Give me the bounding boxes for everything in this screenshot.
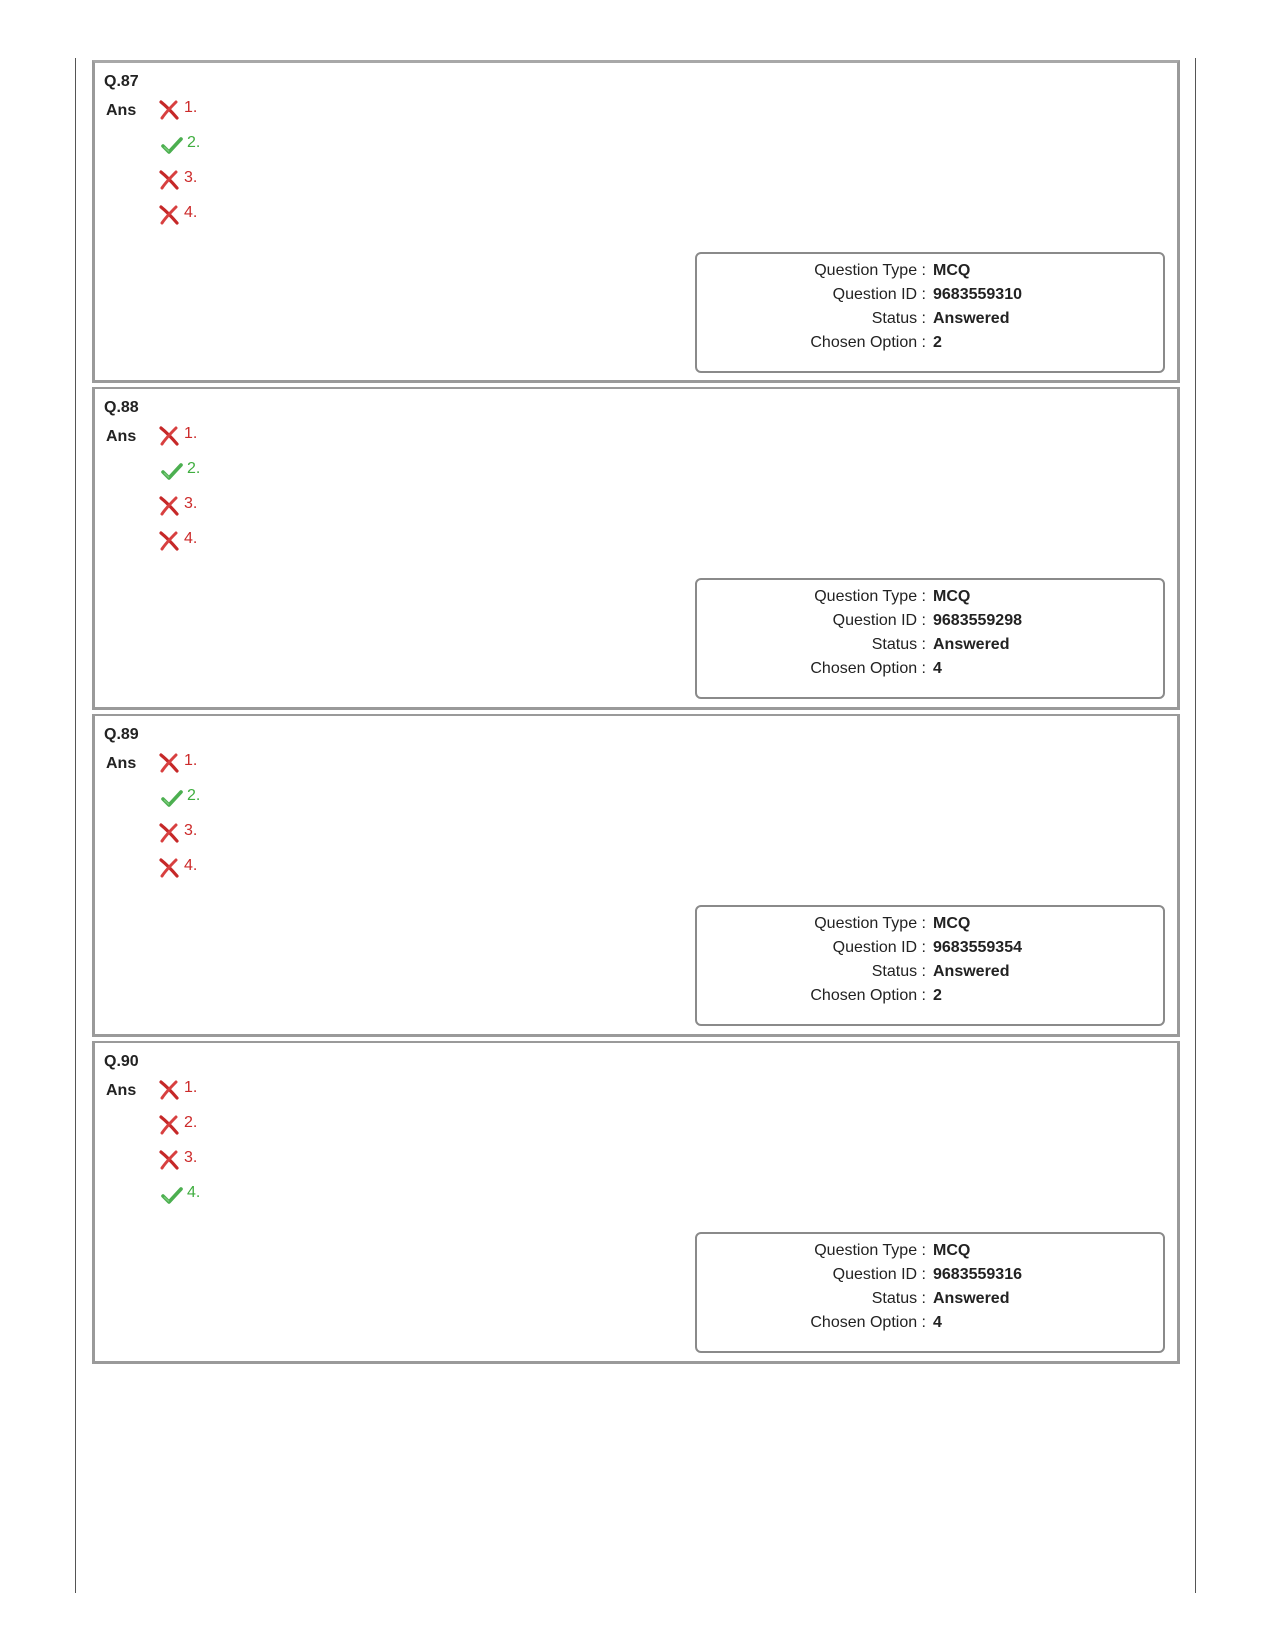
option-item bbox=[158, 169, 200, 204]
option-label: 4. bbox=[184, 530, 198, 547]
option-item bbox=[158, 1114, 200, 1149]
question-type-value: MCQ bbox=[933, 262, 971, 279]
question-type-row bbox=[697, 588, 1163, 613]
question-id-label: Question ID : bbox=[832, 286, 926, 303]
cross-icon bbox=[158, 495, 180, 517]
cross-icon bbox=[158, 1079, 180, 1101]
check-icon bbox=[161, 787, 183, 809]
option-item bbox=[158, 204, 200, 239]
cross-icon bbox=[158, 530, 180, 552]
status-row bbox=[697, 636, 1163, 661]
chosen-option-label: Chosen Option : bbox=[810, 987, 926, 1004]
question-number: Q.90 bbox=[104, 1053, 139, 1070]
option-label: 1. bbox=[184, 99, 198, 116]
cross-icon bbox=[158, 425, 180, 447]
check-icon bbox=[161, 134, 183, 156]
question-panel-1 bbox=[92, 60, 1180, 383]
question-type-label: Question Type : bbox=[814, 1242, 926, 1259]
question-id-label: Question ID : bbox=[832, 939, 926, 956]
cross-icon bbox=[158, 1114, 180, 1136]
option-list bbox=[158, 425, 200, 565]
option-item bbox=[158, 752, 200, 787]
option-item bbox=[158, 460, 200, 495]
option-label: 2. bbox=[184, 1114, 198, 1131]
status-value: Answered bbox=[933, 636, 1010, 653]
chosen-option-label: Chosen Option : bbox=[810, 1314, 926, 1331]
status-label: Status : bbox=[871, 636, 926, 653]
question-info-box bbox=[695, 905, 1165, 1026]
option-item bbox=[158, 425, 200, 460]
status-value: Answered bbox=[933, 310, 1010, 327]
question-id-value: 9683559316 bbox=[933, 1266, 1022, 1283]
question-type-value: MCQ bbox=[933, 915, 971, 932]
option-label: 4. bbox=[184, 204, 198, 221]
chosen-option-row bbox=[697, 334, 1163, 359]
option-item bbox=[158, 1079, 200, 1114]
question-type-row bbox=[697, 915, 1163, 940]
question-id-label: Question ID : bbox=[832, 612, 926, 629]
chosen-option-label: Chosen Option : bbox=[810, 660, 926, 677]
option-item bbox=[158, 1184, 200, 1219]
option-list bbox=[158, 99, 200, 239]
page-border-right bbox=[1195, 58, 1196, 1593]
question-type-row bbox=[697, 262, 1163, 287]
chosen-option-row bbox=[697, 1314, 1163, 1339]
question-number: Q.89 bbox=[104, 726, 139, 743]
status-value: Answered bbox=[933, 1290, 1010, 1307]
option-label: 1. bbox=[184, 425, 198, 442]
option-label: 3. bbox=[184, 822, 198, 839]
question-id-row bbox=[697, 1266, 1163, 1291]
option-item bbox=[158, 495, 200, 530]
question-type-label: Question Type : bbox=[814, 915, 926, 932]
question-type-label: Question Type : bbox=[814, 588, 926, 605]
option-item bbox=[158, 99, 200, 134]
option-list bbox=[158, 1079, 200, 1219]
option-label: 2. bbox=[187, 787, 201, 804]
chosen-option-row bbox=[697, 987, 1163, 1012]
status-label: Status : bbox=[871, 1290, 926, 1307]
question-panel-2 bbox=[92, 387, 1180, 710]
response-sheet bbox=[92, 60, 1180, 1368]
cross-icon bbox=[158, 752, 180, 774]
status-label: Status : bbox=[871, 963, 926, 980]
option-item bbox=[158, 822, 200, 857]
option-label: 3. bbox=[184, 1149, 198, 1166]
question-id-value: 9683559310 bbox=[933, 286, 1022, 303]
question-type-value: MCQ bbox=[933, 1242, 971, 1259]
question-id-row bbox=[697, 286, 1163, 311]
cross-icon bbox=[158, 99, 180, 121]
check-icon bbox=[161, 1184, 183, 1206]
chosen-option-value: 2 bbox=[933, 334, 942, 351]
cross-icon bbox=[158, 822, 180, 844]
chosen-option-value: 4 bbox=[933, 1314, 942, 1331]
option-label: 4. bbox=[184, 857, 198, 874]
status-value: Answered bbox=[933, 963, 1010, 980]
question-panel-4 bbox=[92, 1041, 1180, 1364]
option-label: 3. bbox=[184, 495, 198, 512]
option-item bbox=[158, 134, 200, 169]
cross-icon bbox=[158, 204, 180, 226]
option-label: 4. bbox=[187, 1184, 201, 1201]
answer-label: Ans bbox=[106, 428, 137, 445]
answer-label: Ans bbox=[106, 1082, 137, 1099]
answer-label: Ans bbox=[106, 102, 137, 119]
option-item bbox=[158, 1149, 200, 1184]
page-border-left bbox=[75, 58, 76, 1593]
question-id-value: 9683559298 bbox=[933, 612, 1022, 629]
option-label: 1. bbox=[184, 752, 198, 769]
option-label: 2. bbox=[187, 460, 201, 477]
question-info-box bbox=[695, 252, 1165, 373]
status-row bbox=[697, 963, 1163, 988]
question-info-box bbox=[695, 1232, 1165, 1353]
option-label: 1. bbox=[184, 1079, 198, 1096]
option-label: 2. bbox=[187, 134, 201, 151]
question-type-row bbox=[697, 1242, 1163, 1267]
status-row bbox=[697, 1290, 1163, 1315]
status-label: Status : bbox=[871, 310, 926, 327]
option-item bbox=[158, 787, 200, 822]
check-icon bbox=[161, 460, 183, 482]
question-id-label: Question ID : bbox=[832, 1266, 926, 1283]
question-id-row bbox=[697, 612, 1163, 637]
question-number: Q.87 bbox=[104, 73, 139, 90]
status-row bbox=[697, 310, 1163, 335]
option-label: 3. bbox=[184, 169, 198, 186]
chosen-option-label: Chosen Option : bbox=[810, 334, 926, 351]
cross-icon bbox=[158, 857, 180, 879]
chosen-option-value: 2 bbox=[933, 987, 942, 1004]
cross-icon bbox=[158, 169, 180, 191]
question-id-value: 9683559354 bbox=[933, 939, 1022, 956]
answer-label: Ans bbox=[106, 755, 137, 772]
chosen-option-row bbox=[697, 660, 1163, 685]
question-info-box bbox=[695, 578, 1165, 699]
question-type-label: Question Type : bbox=[814, 262, 926, 279]
question-id-row bbox=[697, 939, 1163, 964]
chosen-option-value: 4 bbox=[933, 660, 942, 677]
question-number: Q.88 bbox=[104, 399, 139, 416]
question-type-value: MCQ bbox=[933, 588, 971, 605]
option-list bbox=[158, 752, 200, 892]
option-item bbox=[158, 530, 200, 565]
cross-icon bbox=[158, 1149, 180, 1171]
question-panel-3 bbox=[92, 714, 1180, 1037]
option-item bbox=[158, 857, 200, 892]
